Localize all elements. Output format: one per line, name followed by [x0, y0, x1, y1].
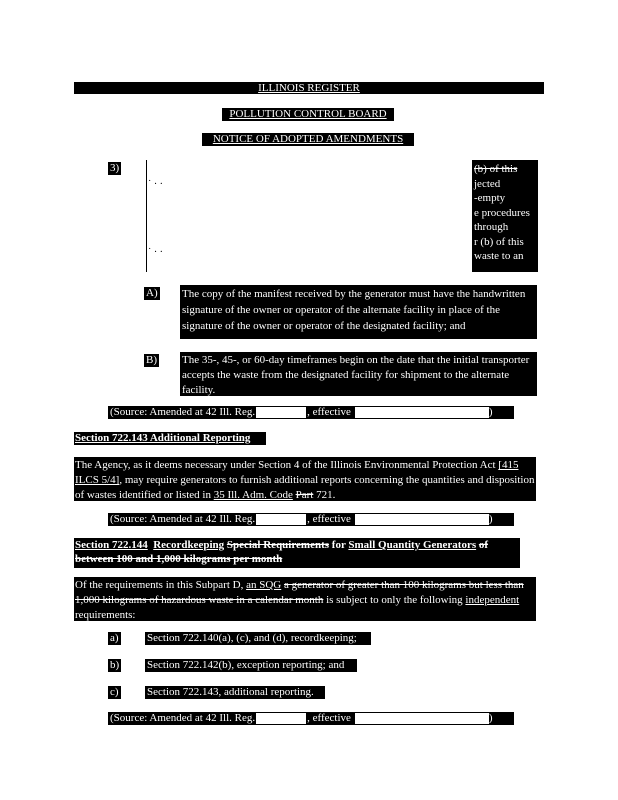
redaction-mark: ˙ · · [148, 247, 163, 258]
notice-title: NOTICE OF ADOPTED AMENDMENTS [212, 133, 404, 145]
blank-reg [256, 713, 306, 724]
fragment-line: e procedures [474, 206, 530, 219]
subitem-a-label: A) [146, 287, 158, 299]
list-item-b-label: b) [110, 659, 120, 671]
list-item-b-text: Section 722.142(b), exception reporting; and [145, 659, 357, 672]
subitem-a-text: The copy of the manifest received by the generator must have the handwritten signature of the owner or operator of the alternate facility in place of the signature of the owner or operator of the designated facility; and [180, 285, 537, 339]
list-item-a-text: Section 722.140(a), (c), and (d), recordkeeping; [145, 632, 371, 645]
source-note-2: (Source: Amended at 42 Ill. Reg. , effective ) [108, 513, 514, 526]
blank-reg [256, 407, 306, 418]
blank-effective [355, 514, 489, 525]
list-item-c-label: c) [110, 686, 119, 698]
blank-reg [256, 514, 306, 525]
blank-effective [355, 407, 489, 418]
blank-effective [355, 713, 489, 724]
board-header [222, 108, 394, 121]
redaction-edge [146, 160, 147, 272]
item3-fragment-box [472, 160, 538, 272]
list-item-c-text: Section 722.143, additional reporting. [145, 686, 325, 699]
board-title: POLLUTION CONTROL BOARD [229, 108, 387, 120]
fragment-line: -empty [474, 192, 506, 204]
notice-header [202, 133, 414, 146]
list-item-a-label: a) [110, 632, 119, 644]
item3-label: 3) [110, 162, 120, 174]
fragment-line: waste to an [474, 250, 524, 262]
subitem-b-text: The 35-, 45-, or 60-day timeframes begin on the date that the initial transporter accepts the waste from the designated facility for shipment to the alternate facility. [180, 352, 537, 396]
fragment-line: through [474, 221, 509, 233]
section-144-heading: Section 722.144 Recordkeeping Special Requirements for Small Quantity Generators of between 100 and 1,000 kilograms per month [74, 538, 520, 568]
redaction-mark: ˙ · · [148, 179, 163, 190]
subitem-b-label: B) [146, 354, 157, 366]
source-note-1: (Source: Amended at 42 Ill. Reg. , effective ) [108, 406, 514, 419]
section-143-body: The Agency, as it deems necessary under Section 4 of the Illinois Environmental Protection Act [415 ILCS 5/4], may require generators to furnish additional reports concerning the quantities and disposition of wastes identified or listed in 35 Ill. Adm. Code Part 721. [75, 459, 535, 501]
source-note-3: (Source: Amended at 42 Ill. Reg. , effective ) [108, 712, 514, 725]
register-title: ILLINOIS REGISTER [258, 82, 360, 94]
fragment-line: (b) of this [474, 163, 518, 175]
section-144-body: Of the requirements in this Subpart D, an SQG a generator of greater than 100 kilograms but less than 1,000 kilograms of hazardous waste in a calendar month is subject to only the following independent requirements: [74, 577, 536, 621]
register-header [74, 82, 544, 94]
section-143-heading: Section 722.143 Additional Reporting [74, 432, 266, 445]
fragment-line: jected [474, 177, 501, 190]
fragment-line: r (b) of this [474, 235, 524, 248]
